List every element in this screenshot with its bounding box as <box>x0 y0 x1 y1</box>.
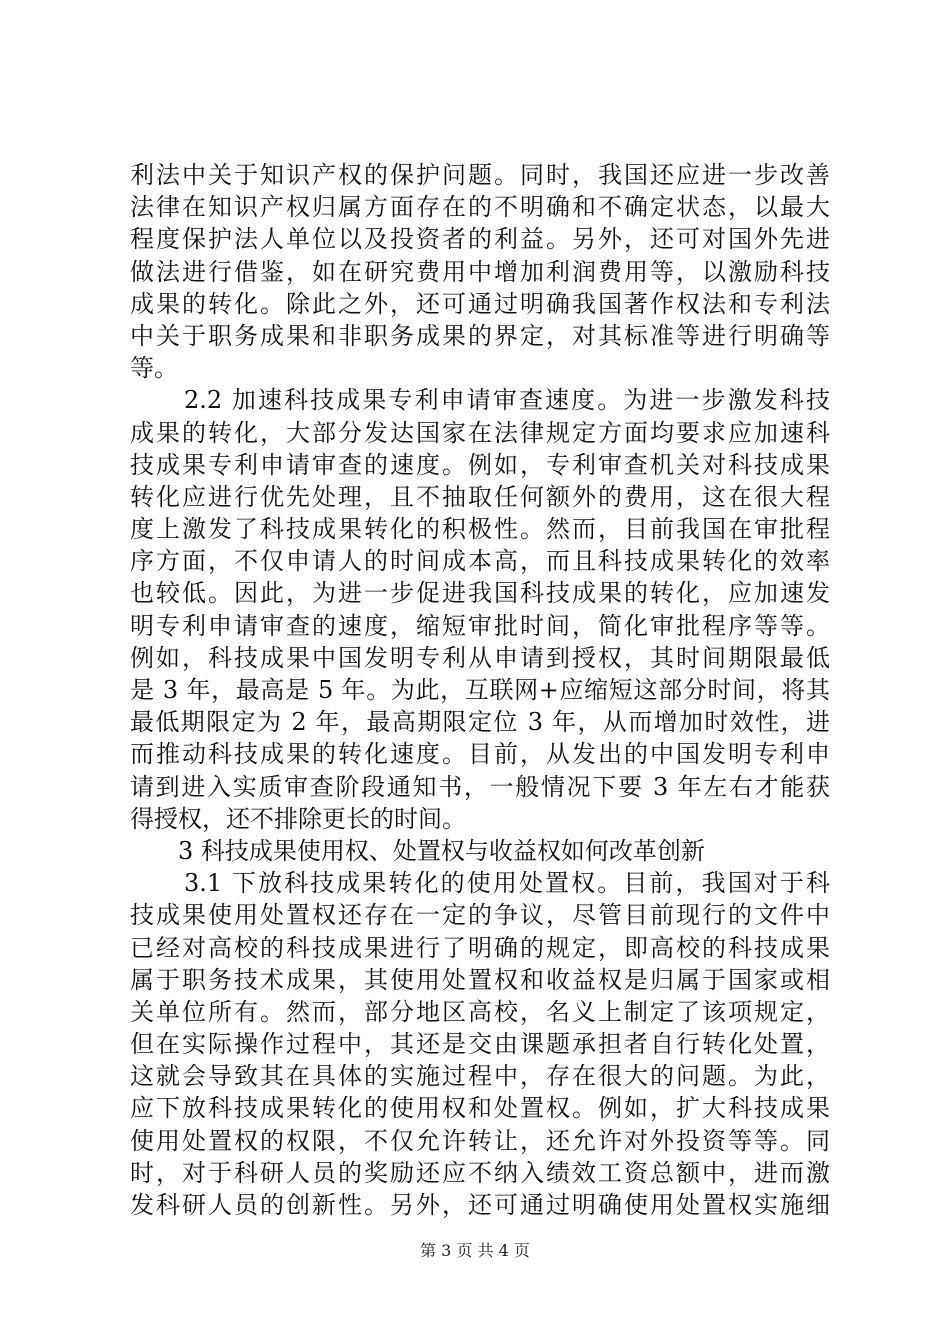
section-heading-2-2: 2.2 加速科技成果专利申请审查速度。为进一步激发科技 <box>184 386 830 415</box>
text-line: 等。 <box>130 354 178 383</box>
text-line: 时，对于科研人员的奖励还应不纳入绩效工资总额中，进而激 <box>130 1158 830 1187</box>
page-footer: 第 3 页 共 4 页 <box>420 1241 530 1260</box>
text-line: 应下放科技成果转化的使用权和处置权。例如，扩大科技成果 <box>130 1094 830 1123</box>
document-body <box>130 159 830 1221</box>
text-line: 法律在知识产权归属方面存在的不明确和不确定状态，以最大 <box>130 193 830 222</box>
text-line: 度上激发了科技成果转化的积极性。然而，目前我国在审批程 <box>130 515 830 544</box>
text-line: 得授权，还不排除更长的时间。 <box>130 804 466 833</box>
text-line: 但在实际操作过程中，其还是交由课题承担者自行转化处置， <box>130 1030 830 1059</box>
text-line: 也较低。因此，为进一步促进我国科技成果的转化，应加速发 <box>130 579 830 608</box>
text-line: 程度保护法人单位以及投资者的利益。另外，还可对国外先进 <box>130 225 830 254</box>
text-line: 利法中关于知识产权的保护问题。同时，我国还应进一步改善 <box>130 161 830 189</box>
text-line: 已经对高校的科技成果进行了明确的规定，即高校的科技成果 <box>130 933 830 962</box>
text-line: 最低期限定为 2 年，最高期限定位 3 年，从而增加时效性，进 <box>130 708 830 737</box>
text-line: 做法进行借鉴，如在研究费用中增加利润费用等，以激励科技 <box>130 257 830 286</box>
text-line: 这就会导致其在具体的实施过程中，存在很大的问题。为此， <box>130 1062 830 1091</box>
text-line: 成果的转化。除此之外，还可通过明确我国著作权法和专利法 <box>130 289 830 318</box>
text-line: 而推动科技成果的转化速度。目前，从发出的中国发明专利申 <box>130 740 830 769</box>
text-line: 明专利申请审查的速度，缩短审批时间，简化审批程序等等。 <box>130 611 830 640</box>
section-heading-3: 3 科技成果使用权、处置权与收益权如何改革创新 <box>178 836 705 865</box>
text-line: 中关于职务成果和非职务成果的界定，对其标准等进行明确等 <box>130 321 830 350</box>
text-line: 使用处置权的权限，不仅允许转让，还允许对外投资等等。同 <box>130 1126 830 1155</box>
text-line: 转化应进行优先处理，且不抽取任何额外的费用，这在很大程 <box>130 482 830 511</box>
text-line: 请到进入实质审查阶段通知书，一般情况下要 3 年左右才能获 <box>130 772 830 801</box>
text-line: 技成果专利申请审查的速度。例如，专利审查机关对科技成果 <box>130 450 830 479</box>
text-line: 成果的转化，大部分发达国家在法律规定方面均要求应加速科 <box>130 418 830 447</box>
text-line: 关单位所有。然而，部分地区高校，名义上制定了该项规定， <box>130 997 830 1026</box>
text-line: 发科研人员的创新性。另外，还可通过明确使用处置权实施细 <box>130 1191 830 1219</box>
text-line: 是 3 年，最高是 5 年。为此，互联网+应缩短这部分时间，将其 <box>130 676 830 704</box>
text-line: 序方面，不仅申请人的时间成本高，而且科技成果转化的效率 <box>130 547 830 576</box>
text-line: 例如，科技成果中国发明专利从申请到授权，其时间期限最低 <box>130 643 830 672</box>
text-line: 属于职务技术成果，其使用处置权和收益权是归属于国家或相 <box>130 965 830 994</box>
text-line: 技成果使用处置权还存在一定的争议，尽管目前现行的文件中 <box>130 901 830 930</box>
section-heading-3-1: 3.1 下放科技成果转化的使用处置权。目前，我国对于科 <box>184 869 830 898</box>
